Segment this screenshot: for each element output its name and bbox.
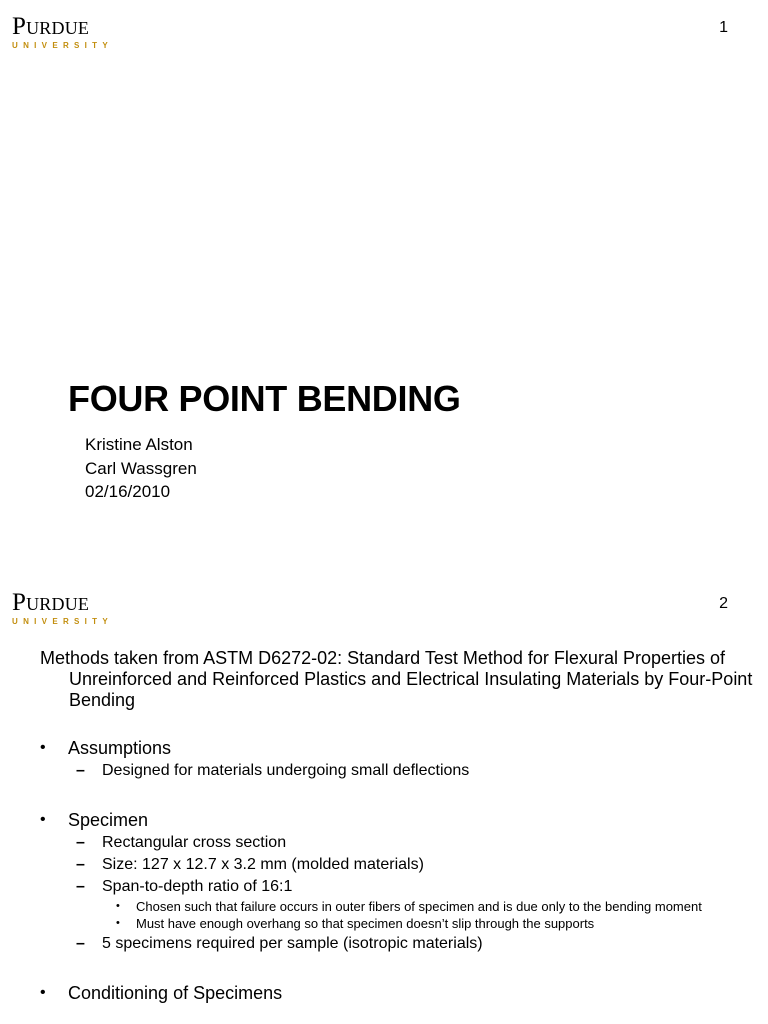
dash-icon: –	[76, 935, 85, 952]
list-item-text: 5 specimens required per sample (isotropic materials)	[102, 935, 483, 952]
dash-icon: –	[76, 762, 85, 779]
list-item	[40, 933, 740, 955]
bullet-conditioning	[40, 981, 740, 1005]
nested-item-text: Must have enough overhang so that specimen doesn’t slip through the supports	[136, 916, 595, 931]
bullet-dot-icon: •	[40, 984, 46, 1001]
bullet-dot-icon: •	[40, 811, 46, 828]
purdue-logo	[12, 590, 132, 627]
logo-subtitle: UNIVERSITY	[12, 617, 114, 626]
slide-2	[0, 576, 768, 1024]
list-item	[40, 854, 740, 876]
list-item	[40, 876, 740, 898]
bullet-dot-icon: •	[116, 900, 120, 912]
bullet-label: Conditioning of Specimens	[68, 983, 283, 1003]
dash-icon: –	[76, 878, 85, 895]
author-name: Carl Wassgren	[85, 458, 197, 478]
list-item-text: Rectangular cross section	[102, 834, 287, 851]
logo-subtitle: UNIVERSITY	[12, 41, 114, 50]
purdue-logo	[12, 14, 132, 51]
author-name: Kristine Alston	[85, 435, 193, 454]
bullet-dot-icon: •	[116, 917, 120, 929]
bullet-assumptions	[40, 736, 740, 760]
logo-wordmark: Purdue	[12, 589, 90, 616]
bullet-label: Assumptions	[68, 738, 172, 758]
bullet-list	[40, 736, 740, 1005]
list-item	[40, 832, 740, 854]
list-item-text: Designed for materials undergoing small deflections	[102, 762, 470, 779]
page-number: 2	[719, 595, 728, 612]
nested-list-item	[40, 916, 740, 931]
intro-text: Methods taken from ASTM D6272-02: Standard Test Method for Flexural Properties of Unreinforced and Reinforced Plastics and Electrical Insulating Materials by Four-Point Bending	[40, 648, 753, 710]
bullet-specimen	[40, 808, 740, 832]
bullet-dot-icon: •	[40, 739, 46, 756]
presentation-date: 02/16/2010	[85, 482, 171, 501]
list-item	[40, 760, 740, 782]
dash-icon: –	[76, 856, 85, 873]
nested-list-item	[40, 899, 740, 914]
list-item-text: Size: 127 x 12.7 x 3.2 mm (molded materials)	[102, 856, 424, 873]
bullet-label: Specimen	[68, 810, 149, 830]
dash-icon: –	[76, 834, 85, 851]
author-block	[85, 433, 197, 504]
slide-title: FOUR POINT BENDING	[68, 378, 461, 419]
logo-wordmark: Purdue	[12, 13, 90, 40]
page-number: 1	[719, 19, 728, 36]
list-item-text: Span-to-depth ratio of 16:1	[102, 878, 293, 895]
nested-item-text: Chosen such that failure occurs in outer fibers of specimen and is due only to the bending moment	[136, 899, 702, 914]
